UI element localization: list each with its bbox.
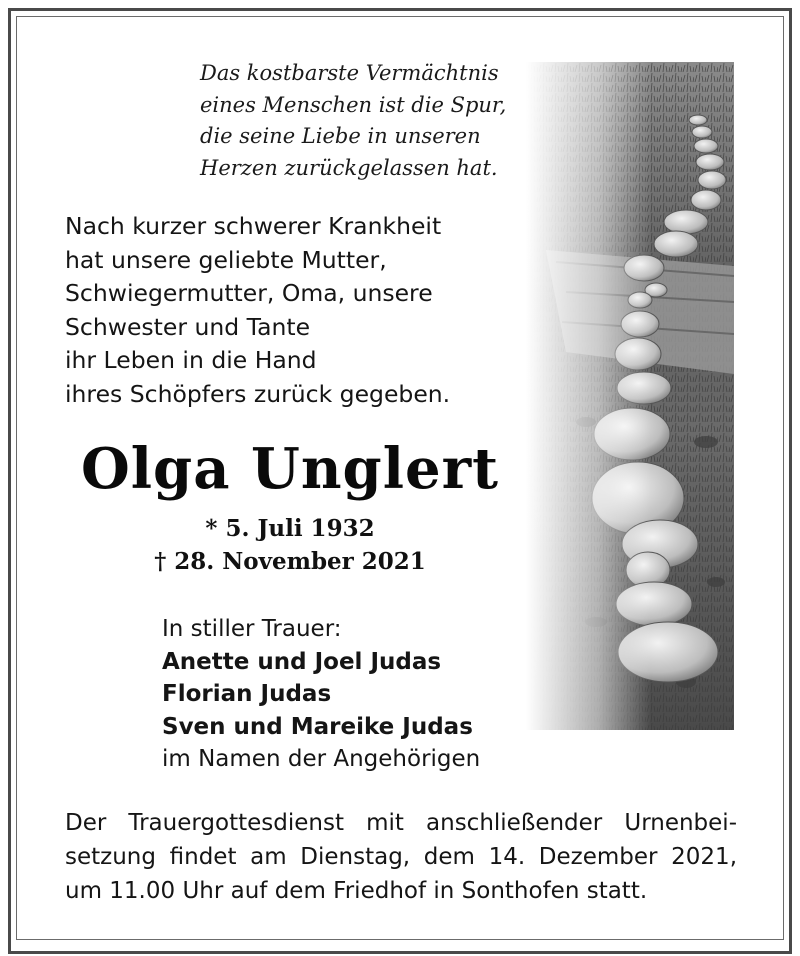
announcement-line: ihr Leben in die Hand <box>65 346 317 374</box>
announcement-text <box>65 210 535 411</box>
life-dates <box>0 512 580 578</box>
mourner-name: Anette und Joel Judas <box>162 648 442 675</box>
motto-line: eines Menschen ist die Spur, <box>200 92 507 117</box>
announcement-line: Schwester und Tante <box>65 312 311 341</box>
announcement-line: Nach kurzer schwerer Krankheit <box>65 212 442 240</box>
birth-date: * 5. Juli 1932 <box>205 515 375 542</box>
mourners-closing: im Namen der Angehörigen <box>162 746 481 772</box>
mourner-name: Sven und Mareike Judas <box>162 713 473 740</box>
announcement-line: ihres Schöpfers zurück gegeben. <box>65 379 451 408</box>
announcement-line: Schwiegermutter, Oma, unsere <box>65 279 433 307</box>
deceased-name: Olga Unglert <box>81 436 499 502</box>
motto-quote <box>200 58 540 184</box>
motto-line: Herzen zurückgelassen hat. <box>200 155 498 180</box>
service-info <box>65 806 737 908</box>
death-date: † 28. November 2021 <box>154 548 426 575</box>
service-line: setzung findet am Dienstag, dem 14. Dezember 2021, <box>65 844 737 870</box>
motto-line: die seine Liebe in unseren <box>200 124 481 148</box>
motto-line: Das kostbarste Vermächtnis <box>200 61 499 85</box>
mourner-name: Florian Judas <box>162 681 332 707</box>
mourners-block <box>162 613 582 776</box>
mourners-heading: In stiller Trauer: <box>162 616 342 642</box>
service-line: um 11.00 Uhr auf dem Friedhof in Sonthofen statt. <box>65 878 648 904</box>
announcement-line: hat unsere geliebte Mutter, <box>65 245 387 274</box>
service-line: Der Trauergottesdienst mit anschließender Urnenbei- <box>65 810 737 836</box>
